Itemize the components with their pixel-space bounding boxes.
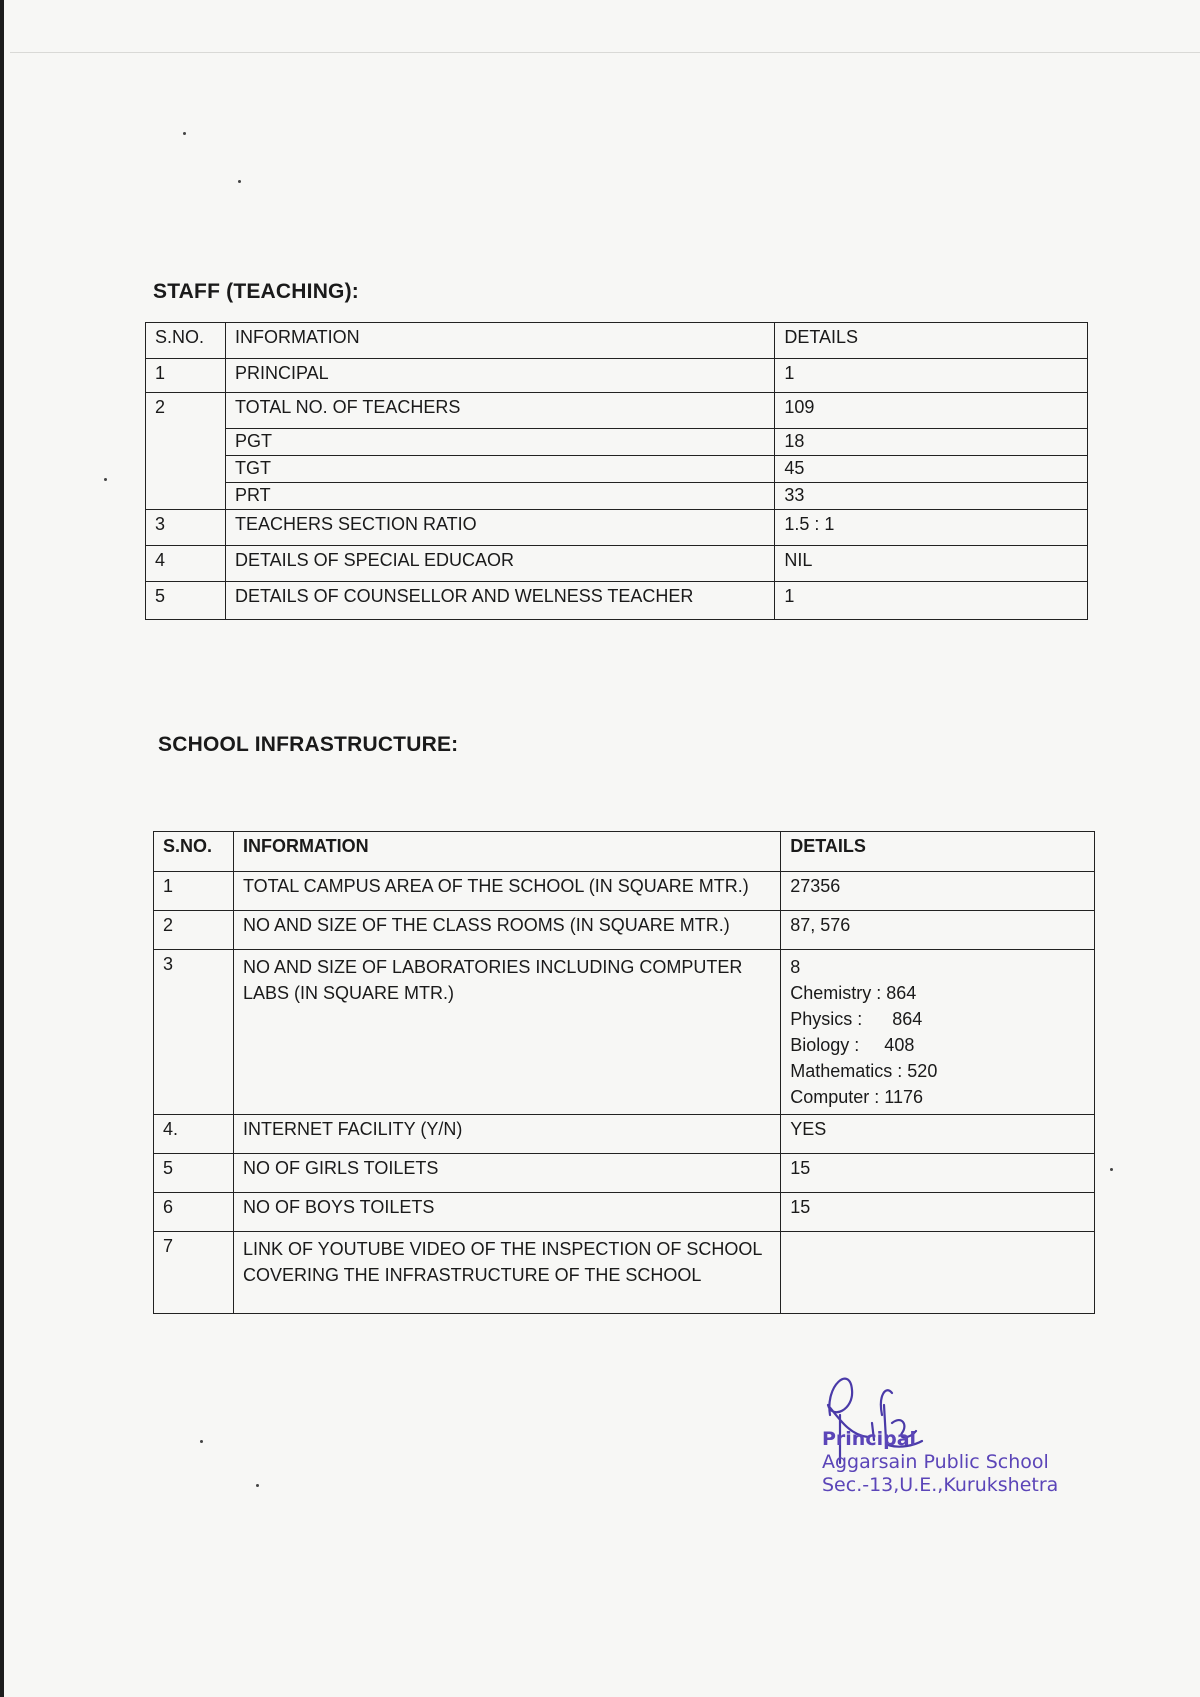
staff-section-title: STAFF (TEACHING): [153, 280, 359, 303]
cell-details: 15 [781, 1193, 1095, 1232]
cell-sno: 3 [154, 950, 234, 1115]
cell-information: TOTAL CAMPUS AREA OF THE SCHOOL (IN SQUARE MTR.) [233, 872, 780, 911]
cell-information: DETAILS OF COUNSELLOR AND WELNESS TEACHER [225, 582, 774, 620]
table-header-row [154, 832, 1095, 872]
cell-sno: 2 [154, 911, 234, 950]
stamp-school-name: Aggarsain Public School [822, 1451, 1049, 1473]
cell-information: PRINCIPAL [225, 359, 774, 393]
stamp-title: Principal [822, 1428, 917, 1450]
lab-physics: Physics : 864 [790, 1009, 923, 1029]
column-header-sno: S.NO. [146, 323, 226, 359]
table-row [154, 872, 1095, 911]
scan-speck [200, 1440, 203, 1443]
staff-table [145, 322, 1088, 620]
cell-sno: 1 [154, 872, 234, 911]
principal-stamp [822, 1428, 1058, 1497]
table-row [146, 456, 1088, 483]
cell-information: NO AND SIZE OF LABORATORIES INCLUDING COMPUTER LABS (IN SQUARE MTR.) [233, 950, 780, 1115]
lab-mathematics: Mathematics : 520 [790, 1061, 938, 1081]
table-row [154, 1193, 1095, 1232]
table-row [146, 483, 1088, 510]
cell-information: TOTAL NO. OF TEACHERS [225, 393, 774, 429]
table-row [154, 1232, 1095, 1314]
cell-details: YES [781, 1115, 1095, 1154]
scan-speck [1110, 1168, 1113, 1171]
cell-details: 27356 [781, 872, 1095, 911]
cell-information: LINK OF YOUTUBE VIDEO OF THE INSPECTION OF SCHOOL COVERING THE INFRASTRUCTURE OF THE SCHOOL [233, 1232, 780, 1314]
lab-count: 8 [790, 957, 801, 977]
cell-information: DETAILS OF SPECIAL EDUCAOR [225, 546, 774, 582]
cell-information: TEACHERS SECTION RATIO [225, 510, 774, 546]
lab-biology: Biology : 408 [790, 1035, 915, 1055]
cell-sno: 5 [146, 582, 226, 620]
cell-details [781, 1232, 1095, 1314]
table-row [146, 510, 1088, 546]
cell-details: 15 [781, 1154, 1095, 1193]
cell-details: 18 [775, 429, 1088, 456]
cell-details: 45 [775, 456, 1088, 483]
cell-sno: 4. [154, 1115, 234, 1154]
cell-sno: 2 [146, 393, 226, 510]
cell-information: PRT [225, 483, 774, 510]
column-header-details: DETAILS [781, 832, 1095, 872]
page-top-border [10, 52, 1200, 53]
cell-details: 1 [775, 359, 1088, 393]
column-header-details: DETAILS [775, 323, 1088, 359]
cell-information: NO OF BOYS TOILETS [233, 1193, 780, 1232]
cell-information: TGT [225, 456, 774, 483]
infrastructure-table [153, 831, 1095, 1314]
cell-details: 87, 576 [781, 911, 1095, 950]
scan-speck [238, 180, 241, 183]
cell-information: INTERNET FACILITY (Y/N) [233, 1115, 780, 1154]
cell-details [781, 950, 1095, 1115]
cell-sno: 6 [154, 1193, 234, 1232]
cell-details: 109 [775, 393, 1088, 429]
cell-details: NIL [775, 546, 1088, 582]
infrastructure-section-title: SCHOOL INFRASTRUCTURE: [158, 733, 459, 756]
table-row [146, 546, 1088, 582]
table-row [154, 950, 1095, 1115]
cell-details: 33 [775, 483, 1088, 510]
cell-sno: 1 [146, 359, 226, 393]
cell-details: 1 [775, 582, 1088, 620]
cell-information: NO OF GIRLS TOILETS [233, 1154, 780, 1193]
scan-speck [256, 1484, 259, 1487]
table-row [146, 359, 1088, 393]
cell-information: PGT [225, 429, 774, 456]
table-row [154, 1115, 1095, 1154]
column-header-information: INFORMATION [225, 323, 774, 359]
cell-sno: 5 [154, 1154, 234, 1193]
column-header-sno: S.NO. [154, 832, 234, 872]
scan-speck [104, 478, 107, 481]
table-row [146, 393, 1088, 429]
stamp-address: Sec.-13,U.E.,Kurukshetra [822, 1474, 1059, 1496]
cell-sno: 7 [154, 1232, 234, 1314]
scan-speck [183, 132, 186, 135]
cell-information: NO AND SIZE OF THE CLASS ROOMS (IN SQUARE MTR.) [233, 911, 780, 950]
lab-computer: Computer : 1176 [790, 1087, 924, 1107]
cell-sno: 4 [146, 546, 226, 582]
table-row [146, 429, 1088, 456]
cell-details: 1.5 : 1 [775, 510, 1088, 546]
table-row [154, 1154, 1095, 1193]
table-row [154, 911, 1095, 950]
table-header-row [146, 323, 1088, 359]
column-header-information: INFORMATION [233, 832, 780, 872]
table-row [146, 582, 1088, 620]
page-edge [0, 0, 4, 1697]
cell-sno: 3 [146, 510, 226, 546]
lab-chemistry: Chemistry : 864 [790, 983, 917, 1003]
